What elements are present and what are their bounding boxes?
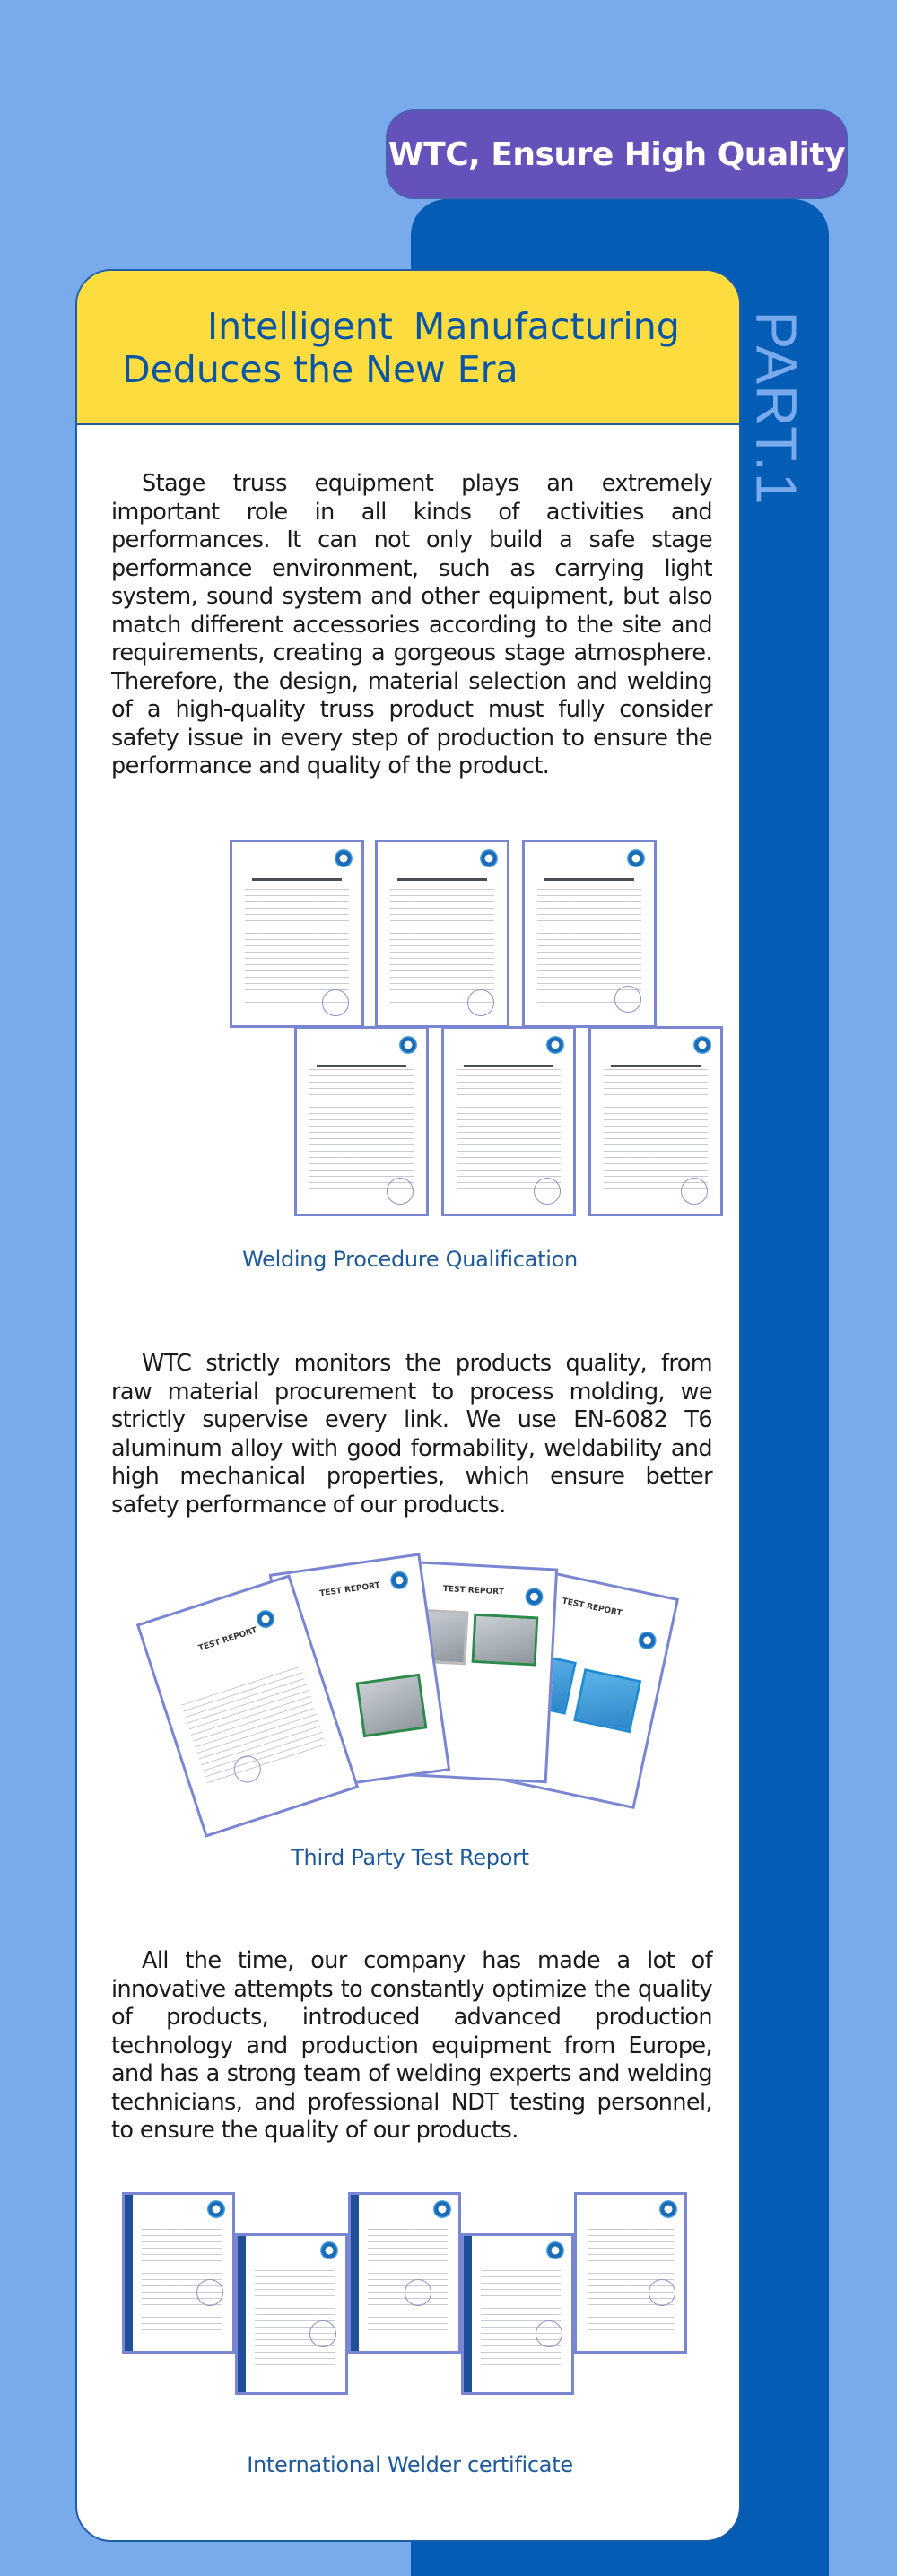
team-paragraph: All the time, our company has made a lot of innovative attempts to constantly optimize the quality of products, introduced advanced production technology and production equipment from Europe, and has a strong team of welding experts and welding technicians, and professional NDT testing personnel, to ensure the quality of our products.: [111, 1947, 712, 2144]
caption-welder-certificate: International Welder certificate: [247, 2452, 573, 2477]
welder-certificate-thumbnail: [348, 2192, 461, 2354]
certificate-thumbnail: [294, 1026, 429, 1216]
welding-procedure-certificates-image: [149, 834, 669, 1220]
quality-paragraph: WTC strictly monitors the products quality, from raw material procurement to process molding, we strictly supervise every link. We use EN-6082 T6 aluminum alloy with good formability, weldability and high mechanical properties, which ensure better safety performance of our products.: [111, 1350, 712, 1519]
section-banner: [386, 109, 848, 199]
welder-certificate-thumbnail: [461, 2233, 574, 2395]
caption-test-report: Third Party Test Report: [291, 1845, 529, 1870]
banner-title: WTC, Ensure High Quality: [388, 135, 846, 173]
welder-certificate-thumbnail: [235, 2233, 348, 2395]
test-report-thumbnail: TEST REPORT: [269, 1553, 450, 1791]
caption-welding-procedure: Welding Procedure Qualification: [242, 1247, 578, 1272]
test-report-thumbnail: TEST REPORT: [485, 1567, 679, 1809]
part-label: [745, 305, 809, 511]
certificate-thumbnail: [441, 1026, 576, 1216]
content-card: [75, 269, 741, 2542]
intro-paragraph: Stage truss equipment plays an extremely important role in all kinds of activities and performances. It can not only build a safe stage performance environment, such as carrying light system, sound system and other equipment, but also match different accessories according to the site and requirements, creating a gorgeous stage atmosphere. Therefore, the design, material selection and welding of a high-quality truss product must fully consider safety issue in every step of production to ensure the performance and quality of the product.: [111, 470, 712, 779]
heading-line-2: Deduces the New Era: [122, 348, 518, 391]
certificate-thumbnail: [522, 840, 657, 1028]
welder-certificate-thumbnail: [122, 2192, 235, 2354]
certificate-thumbnail: [588, 1026, 723, 1216]
part-label-text: PART.1: [745, 310, 809, 506]
heading-line-1: Intelligent Manufacturing: [207, 305, 680, 348]
certificate-thumbnail: [375, 840, 509, 1028]
certificate-thumbnail: [230, 840, 364, 1028]
welder-certificates-image: [122, 2192, 696, 2407]
third-party-test-reports-image: [131, 1545, 687, 1841]
test-report-thumbnail: TEST REPORT: [395, 1561, 558, 1784]
welder-certificate-thumbnail: [574, 2192, 687, 2354]
test-report-thumbnail: TEST REPORT: [136, 1574, 359, 1837]
card-header: [77, 271, 739, 425]
